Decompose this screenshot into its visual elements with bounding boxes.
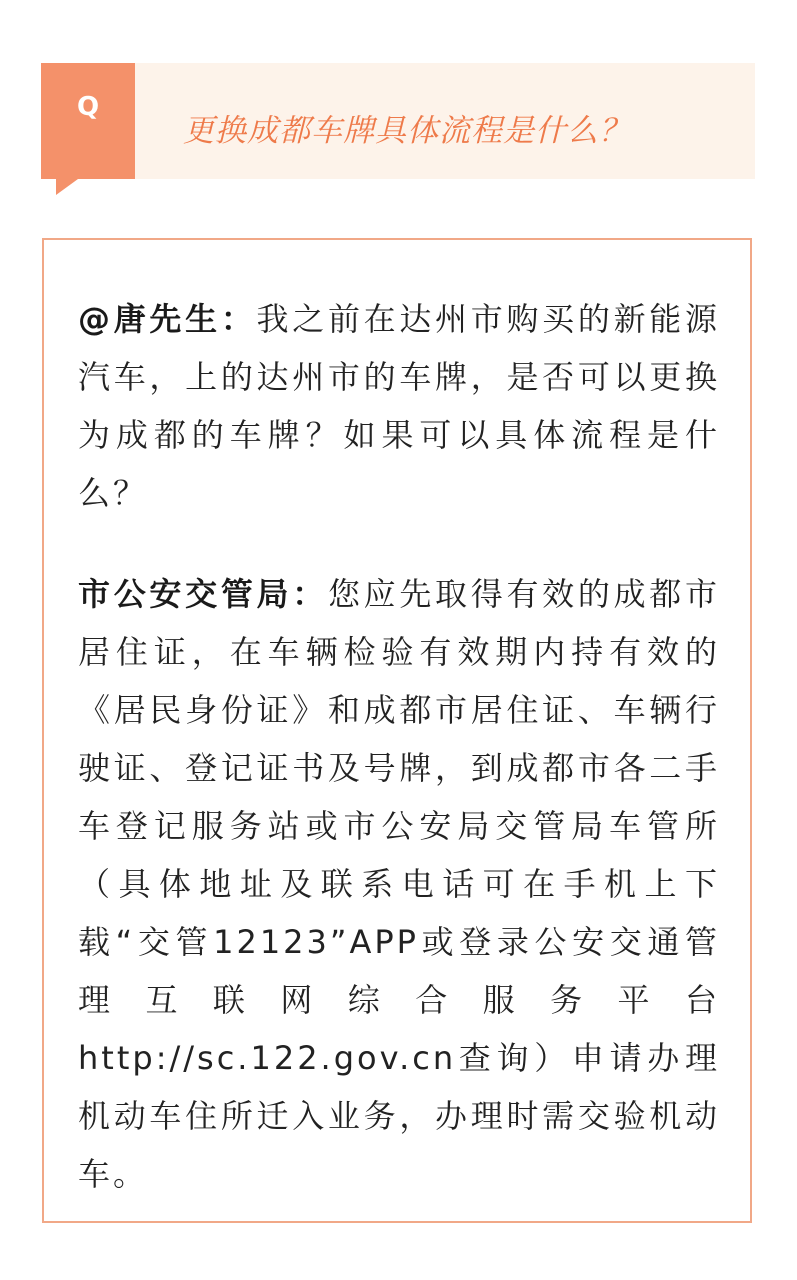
reply-paragraph — [78, 565, 720, 1203]
asker-name: @唐先生： — [78, 300, 257, 338]
reply-speaker: 市公安交管局： — [78, 575, 328, 613]
asker-paragraph — [78, 290, 720, 522]
reply-text: 您应先取得有效的成都市居住证，在车辆检验有效期内持有效的《居民身份证》和成都市居住证、车辆行驶证、登记证书及号牌，到成都市各二手车登记服务站或市公安局交管局车管所（具体地址及联系电话可在手机上下载“交管12123”APP或登录公安交通管理互联网综合服务平台http://sc.122.gov.cn查询）申请办理机动车住所迁入业务，办理时需交验机动车。 — [78, 575, 720, 1193]
asker-question-text: 我之前在达州市购买的新能源汽车，上的达州市的车牌，是否可以更换为成都的车牌？如果可以具体流程是什么？ — [78, 300, 720, 512]
question-badge-tail — [56, 179, 78, 195]
question-badge-letter: Q — [76, 92, 100, 122]
question-title: 更换成都车牌具体流程是什么？ — [183, 113, 631, 149]
